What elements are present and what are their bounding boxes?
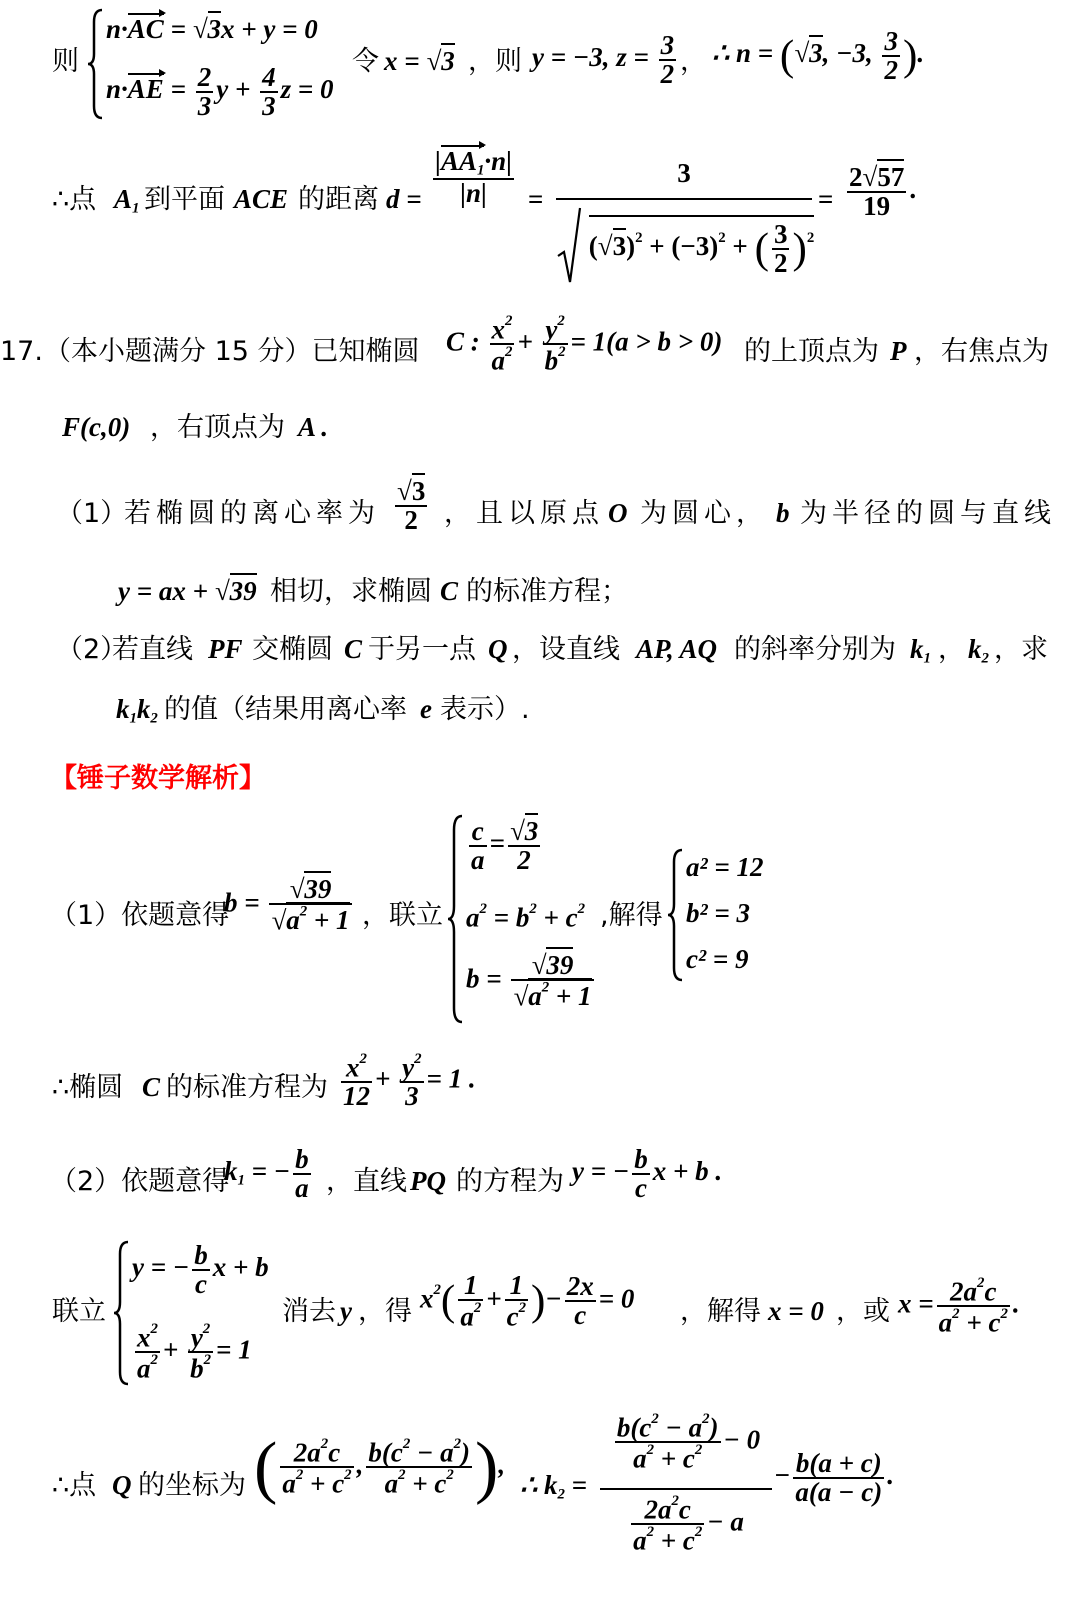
radical-icon: [556, 206, 582, 286]
vector-n: ∴ n = (√3, −3, $\frac{3}{2}$ ).: [712, 26, 925, 85]
p1-text-3: 为圆心，: [640, 498, 768, 529]
p1-text-2: ，且以原点: [444, 498, 604, 529]
s1-lianli: ，联立: [362, 900, 443, 931]
p2-text-3: 于另一点: [368, 634, 476, 665]
result-a2: a² = 12: [686, 852, 764, 882]
plane-ace: ACE: [234, 184, 289, 214]
dist-text-2: 的距离: [298, 184, 379, 215]
sys2-eq-1: y = − $\frac{b}{c}$ x + b: [132, 1240, 269, 1299]
p2-text-7: 的值（结果用离心率: [164, 694, 407, 725]
s2-eq: 的方程为: [456, 1166, 564, 1197]
distance-denominator: $(√3)^2 + (-3)^2$ + ( $\frac{3}{2}$ )$^2$: [556, 206, 814, 286]
s2-label: （2）依题意得: [50, 1166, 230, 1197]
comma-2: ，: [938, 634, 965, 665]
fraction-bar: [556, 198, 812, 200]
distance-formula: $\frac{|AA_1\cdot n|}{|n|}$: [435, 146, 513, 209]
p1-line-2: 相切，求椭圆: [270, 576, 432, 607]
focus-f: F(c,0): [62, 412, 131, 442]
distance-numerator: 3: [677, 158, 691, 188]
p1-text-4: 为半径的圆与直线: [800, 498, 1056, 529]
q-coordinates: ( $\frac{2a^2c}{a^2 + c^2}$ , $\frac{b(c^2 - a^2)}{a^2 + c^2}$ ),: [254, 1428, 506, 1506]
s2-de: ，得: [358, 1296, 412, 1327]
left-brace-icon: [112, 1240, 132, 1386]
s2-jiede: ，解得: [680, 1296, 761, 1327]
point-a: A .: [298, 412, 329, 442]
result-c2: c² = 9: [686, 944, 749, 974]
equals-1: =: [528, 184, 544, 214]
s2-q-prefix: ∴点: [52, 1470, 97, 1501]
system-2: [112, 1240, 282, 1386]
k2-result: − $\frac{b(a + c)}{a(a - c)}$ .: [774, 1448, 894, 1507]
point-q-2: Q: [112, 1470, 132, 1500]
var-y: y: [340, 1296, 352, 1326]
k2-prefix: ∴ $k_2$ =: [520, 1470, 587, 1503]
s2-q-text: 的坐标为: [138, 1470, 246, 1501]
k2-denominator: $\frac{2a^2c}{a^2 + c^2}$ − a: [633, 1493, 744, 1556]
dist-text: 到平面: [144, 184, 225, 215]
dist-prefix: ∴点: [52, 184, 97, 215]
p1-line-2b: 的标准方程；: [466, 576, 628, 607]
root-x0: x = 0: [768, 1296, 824, 1326]
p2-text-6: ，求: [994, 634, 1048, 665]
left-brace-icon: [86, 8, 106, 120]
system-eq-1: n·AC = √3x + y = 0: [106, 16, 318, 43]
ze-label: 则: [52, 46, 79, 77]
s1-conclusion-a: ∴椭圆: [52, 1072, 124, 1103]
lines-ap-aq: AP, AQ: [636, 634, 718, 664]
sys1-eq-3: b = $\frac{√39}{√a^2 + 1}$: [466, 952, 597, 1010]
s1-label: （1）依题意得: [50, 900, 230, 931]
p1-label: （1）: [56, 498, 128, 529]
s2-line: ，直线: [326, 1166, 407, 1197]
left-brace-icon: [666, 848, 686, 982]
k2-fraction-bar: [600, 1488, 772, 1490]
root-x1: x = $\frac{2a^2c}{a^2 + c^2}$ .: [898, 1275, 1020, 1338]
problem-number: 17.: [0, 336, 43, 367]
point-a1: $A_1$: [114, 184, 140, 217]
k1-formula: $k_1$ = − $\frac{b}{a}$: [224, 1144, 309, 1203]
line-pq: PQ: [410, 1166, 446, 1196]
k2: $k_2$: [968, 634, 989, 667]
ellipse-c: C: [440, 576, 459, 606]
p2-text-2: 交椭圆: [252, 634, 333, 665]
p2-label: （2）: [56, 634, 128, 665]
result-b2: b² = 3: [686, 898, 750, 928]
sys1-eq-1: $\frac{c}{a}$ = $\frac{√3}{2}$: [466, 818, 543, 874]
p1-text-1: 若椭圆的离心率为: [124, 498, 380, 529]
ze-2-text: ，则: [468, 46, 522, 77]
k1: $k_1$: [910, 634, 931, 667]
point-p: P: [890, 336, 907, 366]
equals-2: =: [818, 184, 834, 214]
s2-huo: ，或: [836, 1296, 890, 1327]
system-1-result: [666, 848, 796, 982]
k1k2: $k_1k_2$: [116, 694, 158, 727]
origin-o: O: [608, 498, 628, 528]
t3: ，右顶点为: [150, 412, 285, 443]
eccentricity-value: $\frac{√3}{2}$: [392, 478, 430, 534]
quadratic-equation: $x^2$( $\frac{1}{a^2}$ + $\frac{1}{c^2}$ )− $\frac{2x}{c}$ = 0: [420, 1270, 635, 1332]
tangent-line: y = ax + √39: [118, 578, 257, 605]
s2-xiaoqu: 消去: [282, 1296, 336, 1327]
s2-lianli: 联立: [52, 1296, 106, 1327]
sys1-eq-2: $a^2 = b^2 + c^2$: [466, 901, 586, 933]
yz-values: y = −3, z = $\frac{3}{2}$: [532, 30, 675, 89]
pq-equation: y = − $\frac{b}{c}$ x + b .: [572, 1144, 723, 1203]
t1: 的上顶点为: [744, 336, 879, 367]
analysis-heading: 【锤子数学解析】: [50, 763, 266, 794]
sys2-eq-2: $\frac{x^2}{a^2}$ + $\frac{y^2}{b^2}$ = 1: [137, 1321, 252, 1384]
p2-text-5: 的斜率分别为: [734, 634, 896, 665]
problem-intro: （本小题满分 15 分）已知椭圆: [44, 336, 420, 367]
left-brace-icon: [446, 814, 466, 1024]
comma: ，: [680, 46, 707, 77]
ellipse-equation: C : $\frac{x^2}{a^2}$ + $\frac{y^2}{b^2}$ = 1(a > b > 0): [446, 313, 723, 376]
system-eq-2: n·AE = $\frac{2}{3}$ y + $\frac{4}{3}$ z = 0: [106, 62, 334, 121]
d-equals: d =: [386, 184, 422, 214]
line-pf: PF: [208, 634, 243, 664]
s1-final-equation: $\frac{x^2}{12}$ + $\frac{y^2}{3}$ = 1 .: [343, 1051, 476, 1112]
p2-text-1: 若直线: [112, 634, 193, 665]
eccentricity-e: e: [420, 694, 432, 724]
b-formula: b = $\frac{√39}{√a^2 + 1}$: [224, 876, 355, 934]
ellipse-c-3: C: [142, 1072, 161, 1102]
p2-text-4: ，设直线: [512, 634, 620, 665]
p2-text-8: 表示）.: [440, 694, 530, 725]
ellipse-c-2: C: [344, 634, 363, 664]
normal-vector-system: [86, 8, 356, 120]
s1-conclusion-b: 的标准方程为: [166, 1072, 328, 1103]
k2-numerator: $\frac{b(c^2 - a^2)}{a^2 + c^2}$ − 0: [616, 1411, 761, 1474]
t2: ，右焦点为: [914, 336, 1049, 367]
ling-text: 令: [352, 46, 379, 77]
point-q: Q: [488, 634, 508, 664]
s1-jiede: ,解得: [600, 900, 663, 931]
radius-b: b: [776, 498, 790, 528]
distance-value: $\frac{2√57}{19}$ .: [844, 164, 916, 220]
let-x: x = √3: [384, 48, 455, 75]
